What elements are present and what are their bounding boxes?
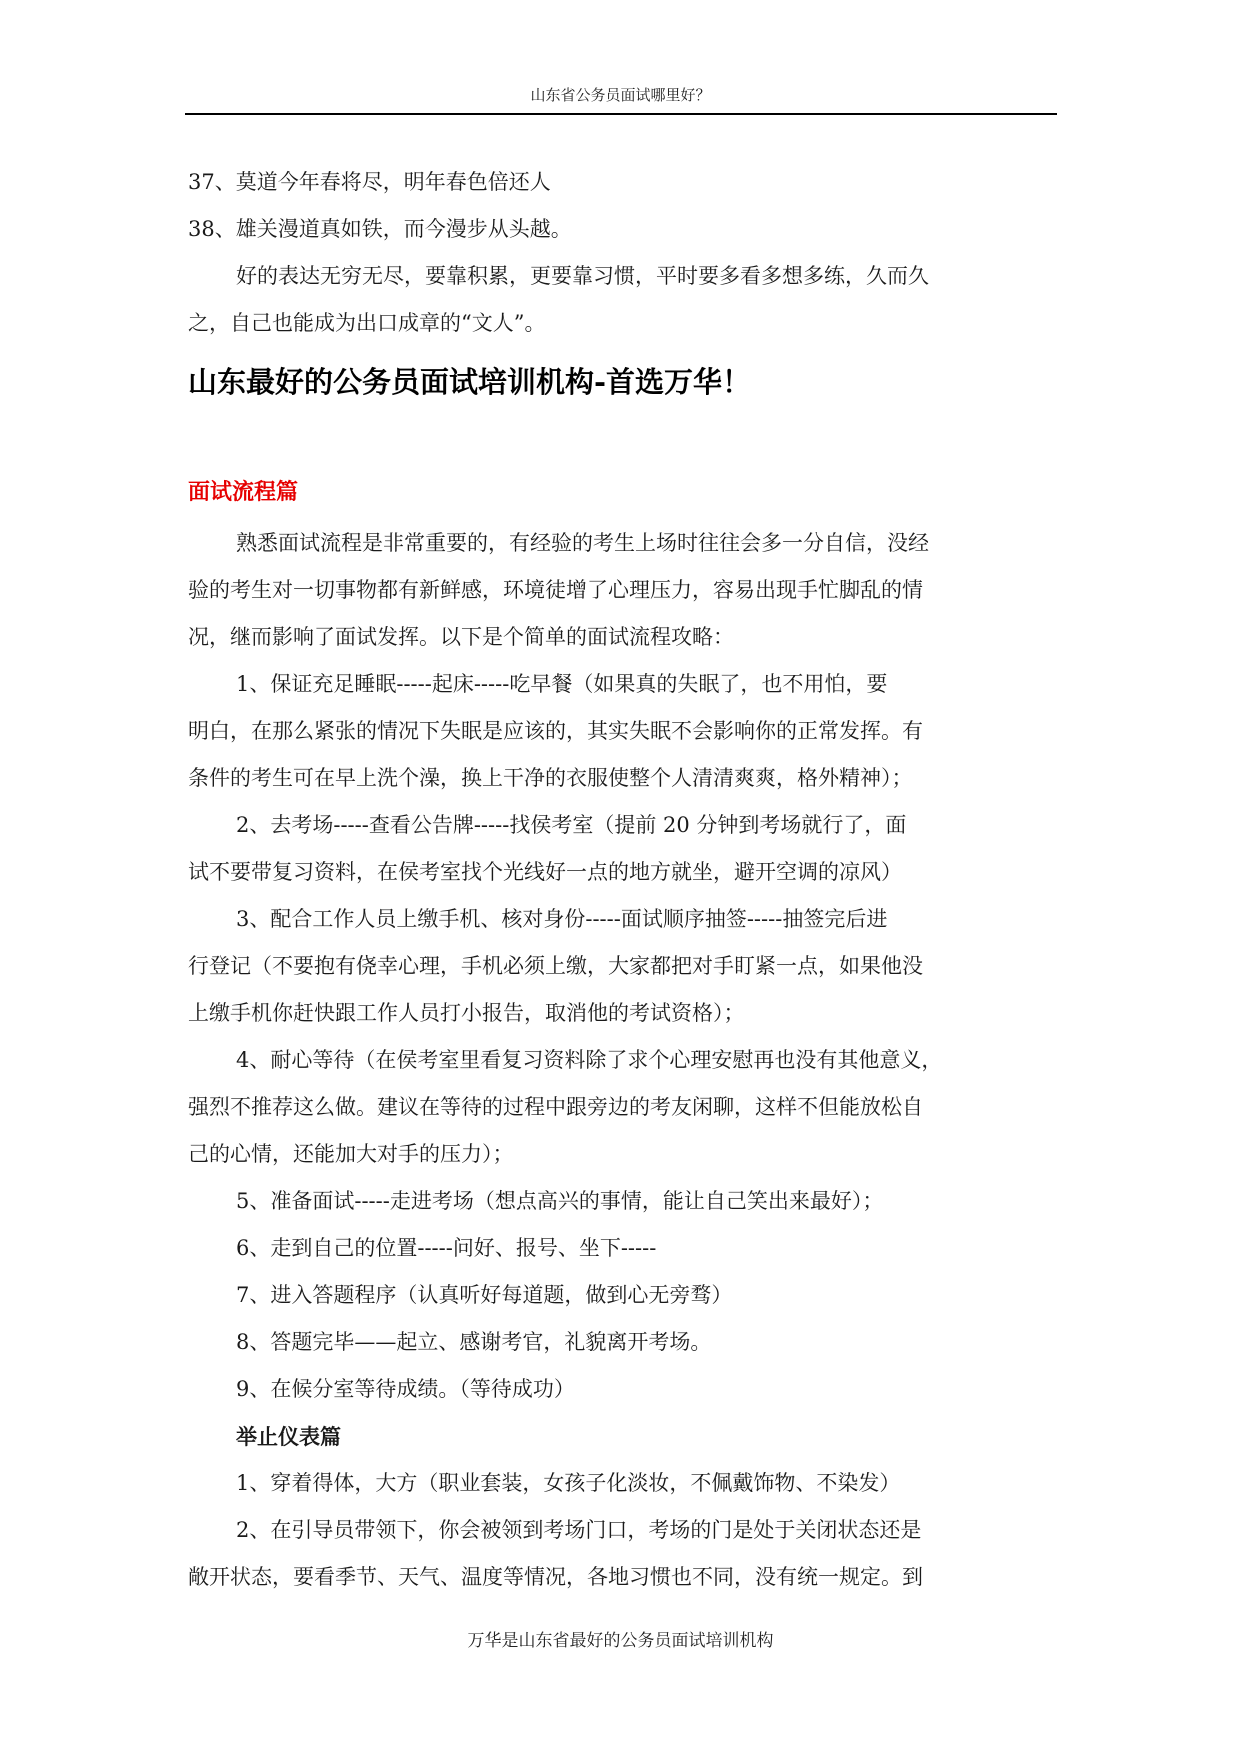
document-body bbox=[188, 159, 1056, 1601]
body-line: 4、耐心等待（在侯考室里看复习资料除了求个心理安慰再也没有其他意义， bbox=[236, 1048, 943, 1072]
section-title-demeanor: 举止仪表篇 bbox=[236, 1424, 341, 1449]
body-line: 7、进入答题程序（认真听好每道题，做到心无旁骛） bbox=[236, 1283, 733, 1307]
page-header-title: 山东省公务员面试哪里好？ bbox=[530, 86, 711, 104]
body-line: 况，继而影响了面试发挥。以下是个简单的面试流程攻略： bbox=[188, 625, 734, 649]
body-line: 5、准备面试-----走进考场（想点高兴的事情，能让自己笑出来最好）； bbox=[236, 1189, 884, 1213]
body-line: 38、雄关漫道真如铁，而今漫步从头越。 bbox=[188, 217, 572, 241]
section-title-interview-process: 面试流程篇 bbox=[188, 479, 299, 505]
body-line: 上缴手机你赶快跟工作人员打小报告，取消他的考试资格）； bbox=[188, 1001, 745, 1025]
body-line: 己的心情，还能加大对手的压力）； bbox=[188, 1142, 514, 1166]
body-line: 37、莫道今年春将尽，明年春色倍还人 bbox=[188, 170, 551, 194]
body-line: 2、在引导员带领下，你会被领到考场门口，考场的门是处于关闭状态还是 bbox=[236, 1518, 922, 1542]
body-line: 条件的考生可在早上洗个澡，换上干净的衣服使整个人清清爽爽，格外精神）； bbox=[188, 766, 913, 790]
body-line: 之，自己也能成为出口成章的“文人”。 bbox=[188, 311, 546, 335]
body-line: 行登记（不要抱有侥幸心理，手机必须上缴，大家都把对手盯紧一点，如果他没 bbox=[188, 954, 923, 978]
body-line: 熟悉面试流程是非常重要的，有经验的考生上场时往往会多一分自信，没经 bbox=[236, 531, 929, 555]
body-line: 1、穿着得体，大方（职业套装，女孩子化淡妆，不佩戴饰物、不染发） bbox=[236, 1471, 901, 1495]
body-line: 2、去考场-----查看公告牌-----找侯考室（提前 20 分钟到考场就行了，面 bbox=[236, 813, 907, 837]
body-line: 8、答题完毕——起立、感谢考官，礼貌离开考场。 bbox=[236, 1330, 712, 1354]
page-footer-text: 万华是山东省最好的公务员面试培训机构 bbox=[467, 1631, 774, 1651]
body-line: 好的表达无穷无尽，要靠积累，更要靠习惯，平时要多看多想多练，久而久 bbox=[236, 264, 929, 288]
body-line: 强烈不推荐这么做。建议在等待的过程中跟旁边的考友闲聊，这样不但能放松自 bbox=[188, 1095, 923, 1119]
header-divider bbox=[185, 113, 1057, 115]
body-line: 试不要带复习资料，在侯考室找个光线好一点的地方就坐，避开空调的凉风） bbox=[188, 860, 902, 884]
body-line: 验的考生对一切事物都有新鲜感，环境徒增了心理压力，容易出现手忙脚乱的情 bbox=[188, 578, 923, 602]
body-line: 9、在候分室等待成绩。（等待成功） bbox=[236, 1377, 575, 1401]
body-line: 明白，在那么紧张的情况下失眠是应该的，其实失眠不会影响你的正常发挥。有 bbox=[188, 719, 923, 743]
promo-headline: 山东最好的公务员面试培训机构-首选万华！ bbox=[188, 365, 752, 399]
body-line: 1、保证充足睡眠-----起床-----吃早餐（如果真的失眠了，也不用怕，要 bbox=[236, 672, 888, 696]
body-line: 6、走到自己的位置-----问好、报号、坐下----- bbox=[236, 1236, 657, 1260]
body-line: 敞开状态，要看季节、天气、温度等情况，各地习惯也不同，没有统一规定。到 bbox=[188, 1565, 923, 1589]
body-line: 3、配合工作人员上缴手机、核对身份-----面试顺序抽签-----抽签完后进 bbox=[236, 907, 888, 931]
